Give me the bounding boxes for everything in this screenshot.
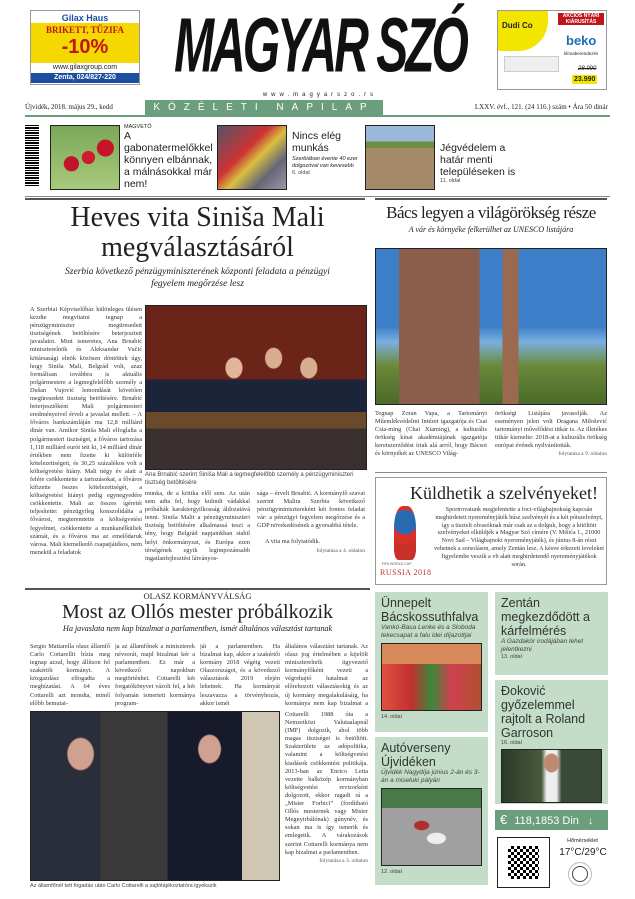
teaser-2[interactable] [292, 130, 362, 176]
contest-box [375, 477, 607, 585]
bacs-col2 [495, 410, 607, 459]
teaser-page: 11. oldal [440, 178, 461, 184]
lead-header [30, 203, 365, 290]
ad-gilax[interactable] [30, 10, 140, 85]
bacs-headline[interactable]: Bács legyen a világörökség része [386, 203, 596, 222]
italy-col3: ját a parlamentben. Ha bizalmat kap, akkor a szakértői kormány 2018 végéig vezeti Olaszországot, és a következő választások 2019 elején lehetnek. Ha kormányát leszavazza a törvényhozás, akkor ismét [200, 643, 280, 707]
box-subtitle: Újvidék Nagydíja június 2-án és 3-án a miseluki pályán [381, 769, 480, 784]
ad-headline: BRIKETT, TŰZIFA [45, 25, 125, 35]
continue-link[interactable]: folytatása a 3. oldalon [319, 857, 368, 864]
lead-col1: A Szerbiai Képviselőház különleges ülésen kezdte megvitatni tegnap a pénzügyminiszter megüresedett tisztségének betöltésére beterjesztett javaslatot. Mint ismeretes, Ana Brnabić miniszterelnök és Aleksandar Vučić kötársasági elnök közösen döntöttek úgy, hogy Siniša Mali, Belgrád volt, azaz formálisan továbbra is aktuális polgármestere a legmegfelelőbb személy a Dušan Vujović lemondását követően megüresedett tisztség betöltésére. Brnabić beterjesztőként Mali polgármesteri eredményeivel érvelt a javaslat mellett. – A főváros bankszámláján ma 12,8 milliárd dinár van. Amikor Siniša Mali elfoglalta a polgármesteri tisztséget, a főváros tartozása 1,118 milliárd eurót tett ki, 14 milliárd dinár értékben nem fizette ki különféle kötelezettségeit, és 30,25 százalékos volt a költségvetési hiány. Mali négy év alatt a felére csökkentette a tartozásokat, a főváros kifizette összes kötelezettségét, a költségvetési hiányt pedig egynegyedére csökkentette. Mali az összes ígéretét teljesítette: pénzügyileg konszolidálta a fővárost, megteremtette a költségvetési fegyelmet, csökkentette a munkanélküliek számát, és a főváros ma az emelődaruk városa. Mali kiemelkedő csapatjátékos, nem menekül a feladatok [30, 306, 142, 556]
ad-contact: Zenta, 024/827-220 [31, 73, 139, 83]
hail-station-photo [365, 125, 435, 190]
world-cup-text: RUSSIA 2018 [380, 568, 432, 577]
italy-col4: általános választást tartanak. Az olasz jog értelmében a kijelölt miniszterelnök ügyvezető kormányfőként vezeti a végrehajtó hatalmat az előrehozott választásokig és az új kormány megalakulásáig, ha kormánya nem kap bizalmat a [285, 643, 368, 707]
lead-subtitle: Szerbia következő pénzügyminiszterének központi feladata a pénzügyi fegyelem megőrzése lesz [65, 267, 330, 289]
box-page: 12. oldal [381, 869, 402, 875]
bacs-col2-text: örökségi Listájára javasolják. Az eseményen jelen volt Dragana Milošević tartományi művelődési titkár is. Az illetékes titkár kiemelte: 2018-at a kulturális örökség európai évének nyilvánították. [495, 410, 607, 450]
italy-side-text: Cottarelli 1988 óta a Nemzetközi Valutaalapnál (IMF) dolgozik, ahol több magas tisztséget is betöltött. Szakterülete az adópolitika, valamint a költségvetési kiadások csökkentési politikája. 2013-ban az Enrico Letta vezette balközép kormányban költségvetési revizorként dolgozott, ekkor ragadt rá a „Mister Forbici” (fordítható Ollós mesternek vagy Mister Megnyirbálónak) gúnynév, és sokan ma is így ismerik és emlegetik. A várakozások szerint Cottarelli kormánya nem kap bizalmat a parlamentben. [285, 711, 368, 856]
italy-col1: Sergio Mattarella olasz államfő Carlo Cottarellit bízta meg tegnap azzal, hogy állítson fel szakértői kormányt. A közgazdász elfogadta a megbízatást. A 64 éves Cottarelli azt mondta, minél előbb bemutat- [30, 643, 110, 707]
lead-col3 [257, 490, 365, 555]
ad-discount: -10% [61, 36, 109, 58]
ad-product: beko [566, 33, 597, 48]
contest-title: Küldhetik a szelvényeket! [410, 483, 598, 503]
ad-url: www.gilaxgroup.com [52, 64, 118, 71]
ad-desc: klímaberendezés [564, 51, 599, 56]
teaser-title: Nincs elég munkás [292, 130, 342, 154]
sun-icon [572, 866, 588, 882]
ad-promo: AKCIÓS NYÁRI KIÁRUSÍTÁS [558, 13, 604, 25]
masthead-logo: MAGYAR SZÓ [174, 4, 466, 90]
box-title: Đoković győzelemmel rajtolt a Roland Garroson [501, 684, 586, 740]
cottarelli-photo [30, 711, 280, 881]
parliament-photo [145, 305, 367, 470]
teaser-1[interactable] [124, 124, 214, 190]
ad-brand: Gilax Haus [61, 13, 109, 23]
world-cup-logo [394, 506, 416, 560]
box-title: Autóverseny Újvidéken [381, 741, 451, 769]
box-title: Ünnepelt Bácskossuthfalva [381, 596, 479, 624]
box-subtitle: Vankó-Basa Lenke és a Sloboda tekecsapat a falu idei díjazottjai [381, 624, 476, 639]
box-zenta[interactable] [495, 592, 608, 675]
italy-subtitle: Ha javaslata nem kap bizalmat a parlamentben, ismét általános választást tartanak [62, 624, 333, 633]
ad-brand: Dudi Co [502, 21, 533, 30]
masthead-url: www.magyarszo.rs [262, 92, 378, 98]
exchange-value: 118,1853 Din [514, 815, 579, 827]
teaser-subtitle: Szerbiában évente 40 ezer dolgozóval van kevesebb [292, 156, 358, 169]
bacs-col1: Tegnap Zoran Vapa, a Tartományi Műemlékvédelmi Intézet igazgatója és Csai Csia-ming (Chai Xiaming), a kulturális örökség kínai akadémiájának igazgatója keretszerződést írtak alá arról, hogy Bácsot és környékét az UNESCO Világ- [375, 410, 487, 458]
masthead-tagline: KÖZÉLETI NAPILAP [145, 100, 383, 115]
tennis-photo [501, 749, 602, 803]
issue-date: Újvidék, 2018. május 29., kedd [25, 103, 113, 111]
italy-header [25, 591, 370, 634]
teaser-kicker: MAGVETŐ [124, 124, 152, 130]
lead-col2: munka, de a kritika elől sem. Az után sem adta fel, hogy kulnult vádakkal próbálták karaktergyilkosság áldozatává tenni. Siniša Malit a pénzügyminiszteri tisztség betöltésére alkalmassá teszi a tény, hogy Belgrád napjainkban stabil helyi önkormányzat, és Európa ezen térségének egyik legimpozánsabb ingatlanfejlesztési látványos- [145, 490, 250, 562]
worker-photo [217, 125, 287, 190]
festival-photo [381, 643, 482, 711]
continue-link[interactable]: folytatása a 4. oldalon [316, 547, 365, 554]
box-page: 16. oldal [501, 740, 522, 746]
weather-temps: 17°C/29°C [559, 847, 607, 858]
euro-icon: € [500, 812, 508, 827]
bacs-subtitle: A vár és környéke felkerülhet az UNESCO listájára [408, 225, 574, 234]
box-page: 13. oldal [501, 654, 522, 660]
italy-kicker: OLASZ KORMÁNYVÁLSÁG [143, 591, 252, 601]
box-djokovic[interactable] [495, 680, 608, 804]
box-bacskossuthfalva[interactable] [375, 592, 488, 732]
race-photo [381, 788, 482, 866]
exchange-rate [495, 810, 608, 830]
continue-link[interactable]: folytatása a 9. oldalon [558, 451, 607, 458]
lead-headline[interactable]: Heves vita Siniša Mali megválasztásáról [70, 202, 325, 263]
italy-col2: ja az államfőnek a miniszterek névsorát, majd bizalmat kér a parlamentben. Ez már a következő napokban megtörténhet. Cottarelli két forgatókönyvet vázolt fel, a hét folyamán ismerteti kormánya program- [115, 643, 195, 707]
teaser-title: A gabonatermelőkkel könnyen elbánnak, a málnásokkal már nem! [124, 130, 213, 190]
box-subtitle: A Gazdakör irodájában lehet jelentkezni [501, 638, 584, 653]
ad-beko[interactable] [497, 10, 607, 90]
lead-photo-caption: Ana Brnabić szerint Siniša Mali a legmegfelelőbb személy a pénzügyminiszteri tisztség betöltésére [145, 472, 354, 486]
teaser-title: Jégvédelem a határ menti településeken is [440, 142, 516, 178]
world-cup-small: FIFA WORLD CUP [382, 562, 412, 566]
fortress-photo [375, 248, 607, 405]
issue-info: LXXV. évf., 121. (24 116.) szám • Ára 50 dinár [474, 103, 608, 111]
box-page: 14. oldal [381, 714, 402, 720]
bacs-header [370, 203, 612, 235]
contest-text: Sportrovatunk megjelentette a foci-világbajnokság kapcsán meghirdetett nyereményjáték húsz szelvényét és a két pótszelvényt, így a tisztelt olvasóknak már csak az a dolguk, hogy a kitöltött szelvényeket elküldjék a Magyar Szó címére (V. Mišića 1., 21000 Novi Sad – Világbajnoki nyereményjáték), és június 8-án részt vehetnek a sorsoláson, amely Zentán lesz. A késve érkezett leveleket figyelembe veszik a vb alatt meghirdetendő nyereményjátékok során. [434, 506, 604, 568]
box-autoverseny[interactable] [375, 737, 488, 885]
ad-price: 23.990 [574, 76, 596, 83]
italy-side [285, 711, 368, 891]
lead-col3-text: sága – érvelt Brnabić. A kormányfő szavai szerint Malira Szerbia következő pénzügyminisztereként két fontos feladat vár: a pénzügyi fegyelem megőrzése és a GDP növekedésének a gyorsabbá tétele. [257, 490, 365, 530]
qr-code[interactable] [497, 837, 550, 888]
teaser-3[interactable] [440, 142, 530, 184]
italy-photo-caption: Az államfőnél tett fogadás után Carlo Cottarelli a sajtótájékoztatóra igyekszik [30, 883, 217, 889]
barcode [25, 125, 39, 187]
teaser-page: 6. oldal [292, 170, 310, 176]
lead-end: A vita ma folytatódik. [265, 538, 321, 546]
box-title: Zentán megkezdődött a kárfelmérés [501, 596, 590, 638]
arrow-down-icon: ↓ [587, 815, 594, 827]
italy-headline[interactable]: Most az Ollós mester próbálkozik [61, 601, 334, 623]
weather-label: Hőmérséklet [567, 838, 598, 844]
ad-price-old: 28.990 [578, 66, 597, 72]
raspberry-photo [50, 125, 120, 190]
